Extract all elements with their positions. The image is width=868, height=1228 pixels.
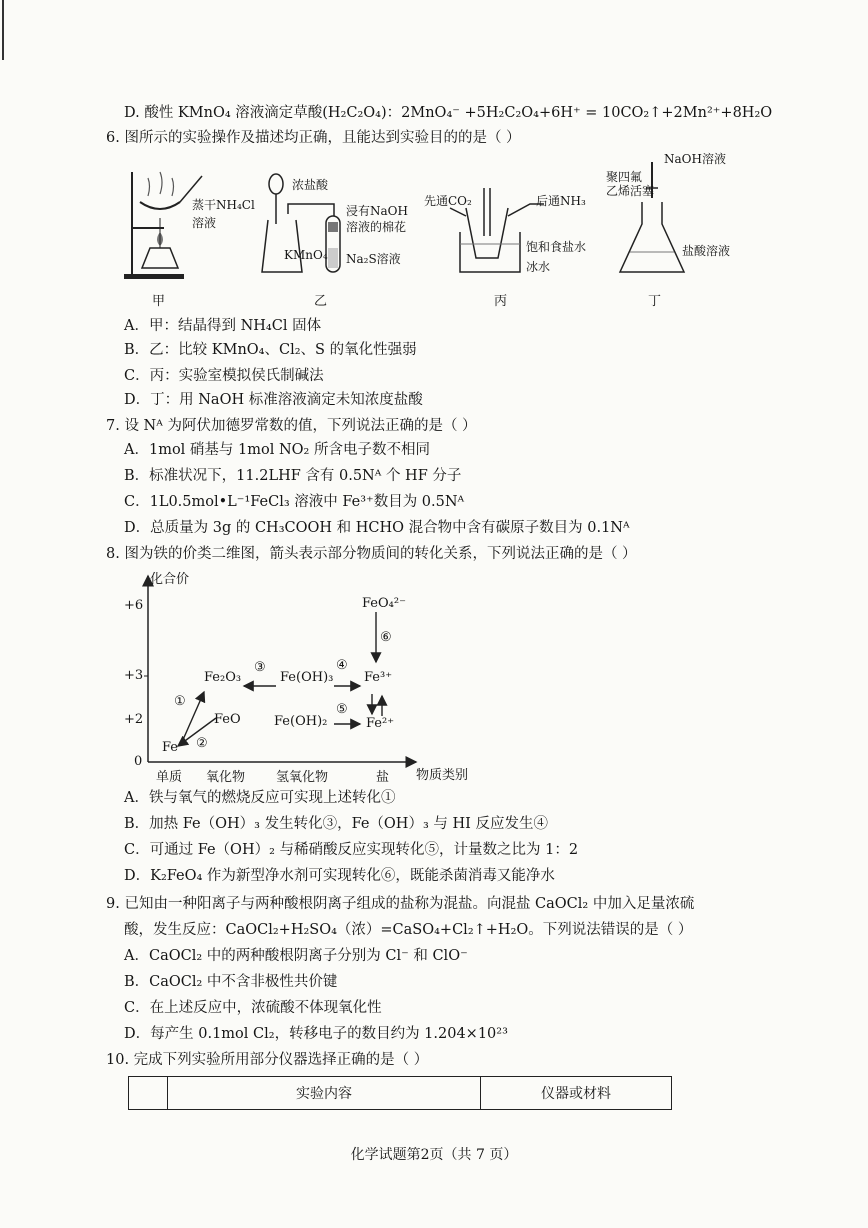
x-cat-salt: 盐: [376, 770, 390, 785]
species-feo4: FeO₄²⁻: [362, 596, 406, 611]
x-cat-element: 单质: [156, 770, 183, 785]
mark-3: ③: [254, 660, 266, 675]
iron-valence-diagram: [120, 566, 520, 786]
soda-process-apparatus-icon: [420, 162, 610, 287]
table-header-content: 实验内容: [168, 1077, 481, 1110]
species-fe3: Fe³⁺: [364, 670, 393, 685]
figure-bing: [420, 162, 610, 312]
q6-option-b: B．乙：比较 KMnO₄、Cl₂、S 的氧化性强弱: [124, 342, 417, 358]
y-tick-plus2: +2: [124, 712, 144, 727]
q9-option-c: C．在上述反应中，浓硫酸不体现氧化性: [124, 1000, 382, 1016]
species-feoh3: Fe(OH)₃: [280, 670, 334, 685]
figure-ding: [606, 152, 760, 312]
mark-5: ⑤: [336, 702, 348, 717]
species-fe2o3: Fe₂O₃: [204, 670, 242, 685]
ding-naoh-label: NaOH溶液: [664, 152, 726, 166]
q8-option-b: B．加热 Fe（OH）₃ 发生转化③，Fe（OH）₃ 与 HI 反应发生④: [124, 816, 548, 832]
bing-ice-label: 冰水: [526, 260, 551, 274]
x-cat-hydroxide: 氢氧化物: [276, 770, 329, 785]
jia-text-2: 溶液: [192, 216, 217, 230]
q7-option-b: B．标准状况下，11.2LHF 含有 0.5Nᴬ 个 HF 分子: [124, 468, 462, 484]
q6-option-a: A．甲：结晶得到 NH₄Cl 固体: [124, 318, 322, 334]
figure-jia: [120, 162, 255, 312]
q8-option-c: C．可通过 Fe（OH）₂ 与稀硝酸反应实现转化⑤，计量数之比为 1：2: [124, 842, 579, 858]
species-feoh2: Fe(OH)₂: [274, 714, 328, 729]
y-tick-plus6: +6: [124, 598, 144, 613]
q7-option-d: D．总质量为 3g 的 CH₃COOH 和 HCHO 混合物中含有碳原子数目为 0.1Nᴬ: [124, 520, 630, 536]
page-footer: 化学试题第2页（共 7 页）: [350, 1147, 518, 1163]
q8-option-a: A．铁与氧气的燃烧反应可实现上述转化①: [124, 790, 396, 806]
bing-brine-label: 饱和食盐水: [526, 240, 587, 254]
figure-yi: [260, 162, 430, 312]
figure-ding-label: 丁: [648, 294, 662, 309]
ding-ptfe-label-1: 聚四氟: [606, 170, 643, 184]
ding-ptfe-label-2: 乙烯活塞: [606, 184, 655, 198]
yi-cotton-label-2: 溶液的棉花: [346, 220, 407, 234]
species-fe: Fe: [162, 740, 179, 755]
question-7: 7. 设 Nᴬ 为阿伏加德罗常数的值，下列说法正确的是（ ）: [106, 418, 477, 434]
mark-6: ⑥: [380, 630, 392, 645]
figure-jia-label: 甲: [152, 294, 166, 309]
x-axis-label: 物质类别: [416, 768, 469, 783]
mark-4: ④: [336, 658, 348, 673]
evaporation-apparatus-icon: [120, 162, 250, 287]
table-header-row: [129, 1077, 672, 1110]
q9-option-a: A．CaOCl₂ 中的两种酸根阴离子分别为 Cl⁻ 和 ClO⁻: [124, 948, 468, 964]
y-tick-zero: 0: [134, 754, 143, 769]
y-axis-label: 化合价: [150, 572, 190, 587]
bing-nh3-label: 后通NH₃: [536, 194, 586, 208]
q10-table: [128, 1076, 672, 1110]
figure-bing-label: 丙: [494, 294, 508, 309]
question-10: 10. 完成下列实验所用部分仪器选择正确的是（ ）: [106, 1052, 429, 1068]
q6-option-d: D．丁：用 NaOH 标准溶液滴定未知浓度盐酸: [124, 392, 423, 408]
q9-option-d: D．每产生 0.1mol Cl₂，转移电子的数目约为 1.204×10²³: [124, 1026, 508, 1042]
jia-text-1: 蒸干NH₄Cl: [192, 198, 255, 212]
ding-hcl-label: 盐酸溶液: [682, 244, 731, 258]
question-6: 6. 图所示的实验操作及描述均正确，且能达到实验目的的是（ ）: [106, 130, 521, 146]
yi-na2s-label: Na₂S溶液: [346, 252, 401, 266]
yi-cotton-label-1: 浸有NaOH: [346, 204, 408, 218]
q7-option-c: C．1L0.5mol•L⁻¹FeCl₃ 溶液中 Fe³⁺数目为 0.5Nᴬ: [124, 494, 465, 510]
figure-yi-label: 乙: [314, 294, 328, 309]
mark-1: ①: [174, 694, 186, 709]
table-header-index: [129, 1077, 168, 1110]
question-9-line-2: 酸，发生反应：CaOCl₂+H₂SO₄（浓）=CaSO₄+Cl₂↑+H₂O。下列说法错误的是（ ）: [124, 922, 693, 938]
q6-figures: [120, 152, 760, 312]
species-feo: FeO: [214, 712, 241, 727]
q8-option-d: D．K₂FeO₄ 作为新型净水剂可实现转化⑥，既能杀菌消毒又能净水: [124, 868, 555, 884]
yi-kmno4-label: KMnO₄: [284, 248, 328, 262]
q5-option-d: D. 酸性 KMnO₄ 溶液滴定草酸(H₂C₂O₄)：2MnO₄⁻ +5H₂C₂O₄+6H⁺ = 10CO₂↑+2Mn²⁺+8H₂O: [124, 105, 773, 121]
q6-option-c: C．丙：实验室模拟侯氏制碱法: [124, 368, 324, 384]
page-edge-mark: [2, 0, 4, 60]
yi-acid-label: 浓盐酸: [292, 178, 329, 192]
species-fe2: Fe²⁺: [366, 716, 395, 731]
y-tick-plus3: +3: [124, 668, 144, 683]
table-header-instruments: 仪器或材料: [481, 1077, 672, 1110]
q9-option-b: B．CaOCl₂ 中不含非极性共价键: [124, 974, 338, 990]
bing-co2-label: 先通CO₂: [424, 194, 472, 208]
question-9-line-1: 9. 已知由一种阳离子与两种酸根阴离子组成的盐称为混盐。向混盐 CaOCl₂ 中加入足量浓硫: [106, 896, 695, 912]
mark-2: ②: [196, 736, 208, 751]
q7-option-a: A．1mol 硝基与 1mol NO₂ 所含电子数不相同: [124, 442, 430, 458]
x-cat-oxide: 氧化物: [206, 770, 246, 785]
question-8: 8. 图为铁的价类二维图，箭头表示部分物质间的转化关系，下列说法正确的是（ ）: [106, 546, 637, 562]
